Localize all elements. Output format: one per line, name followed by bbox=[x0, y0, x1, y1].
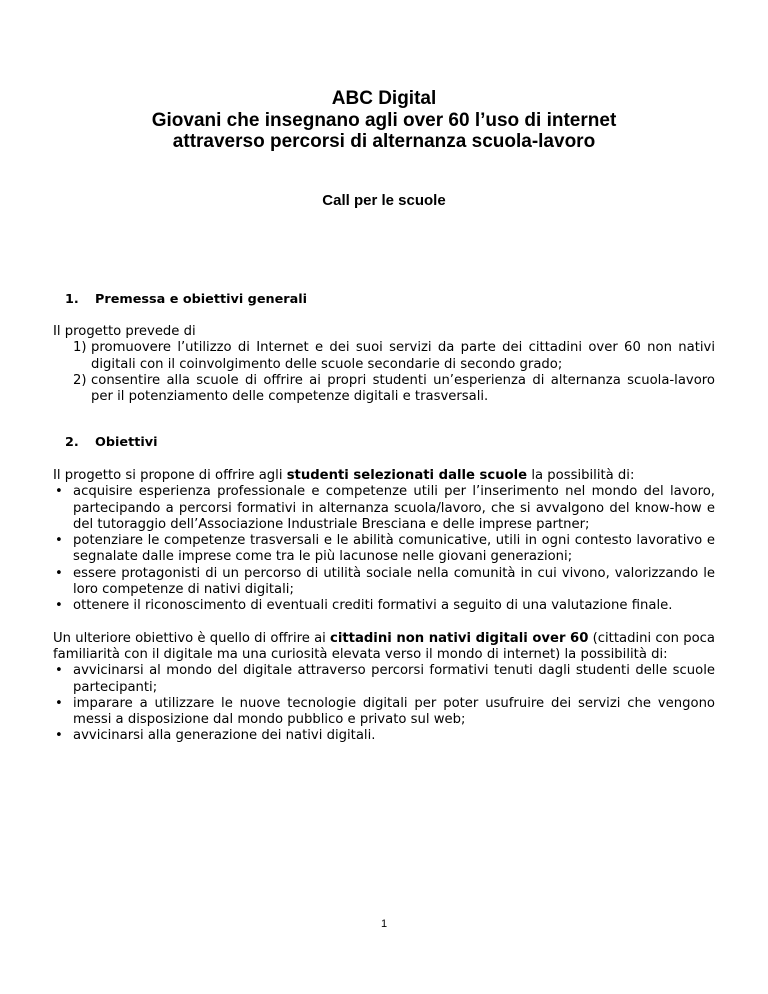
bullet-icon: • bbox=[55, 565, 63, 581]
bullet-text: acquisire esperienza professionale e competenze utili per l’inserimento nel mondo del lavoro, partecipando a percorsi formativi in alternanza scuola/lavoro, che si avvalgono del know-how e del tutoraggio dell’Associazione Industriale Bresciana e delle imprese partner; bbox=[73, 484, 715, 532]
section-2-content bbox=[53, 468, 715, 745]
document-title bbox=[0, 88, 768, 153]
bullet-icon: • bbox=[55, 728, 63, 744]
page-number: 1 bbox=[380, 918, 388, 930]
bullet-text: imparare a utilizzare le nuove tecnologie digitali per poter usufruire dei servizi che vengono messi a disposizione dal mondo pubblico e privato sul web; bbox=[73, 695, 715, 728]
section-2-bullets-2 bbox=[53, 663, 715, 744]
section-1-heading bbox=[53, 292, 307, 308]
bullet-item bbox=[53, 728, 715, 744]
paragraph-text: Un ulteriore obiettivo è quello di offrire ai bbox=[53, 630, 331, 646]
intro-text: Il progetto si propone di offrire agli bbox=[53, 468, 287, 483]
bullet-item bbox=[53, 598, 715, 614]
list-item bbox=[53, 373, 715, 406]
section-1-title: Premessa e obiettivi generali bbox=[95, 292, 308, 307]
bullet-icon: • bbox=[55, 695, 63, 711]
section-1-intro: Il progetto prevede di bbox=[53, 324, 196, 339]
bullet-item bbox=[53, 663, 715, 696]
title-line-2: Giovani che insegnano agli over 60 l’uso di internet bbox=[151, 109, 617, 131]
bullet-icon: • bbox=[55, 598, 63, 614]
intro-emphasis: studenti selezionati dalle scuole bbox=[286, 468, 528, 483]
bullet-text: avvicinarsi alla generazione dei nativi digitali. bbox=[73, 728, 376, 744]
bullet-item bbox=[53, 566, 715, 599]
section-2-paragraph-2 bbox=[53, 631, 715, 664]
intro-text-end: la possibilità di: bbox=[527, 468, 635, 483]
bullet-item bbox=[53, 533, 715, 566]
section-1-list bbox=[53, 340, 715, 405]
title-line-3: attraverso percorsi di alternanza scuola-lavoro bbox=[172, 131, 596, 152]
bullet-text: avvicinarsi al mondo del digitale attraverso percorsi formativi tenuti dagli studenti delle scuole partecipanti; bbox=[73, 663, 715, 695]
list-item-text: consentire alla scuole di offrire ai propri studenti un’esperienza di alternanza scuola-lavoro per il potenziamento delle competenze digitali e trasversali. bbox=[91, 372, 715, 405]
paragraph-emphasis: cittadini non nativi digitali over 60 bbox=[330, 630, 589, 646]
list-item bbox=[53, 340, 715, 373]
section-2-bullets bbox=[53, 484, 715, 614]
bullet-item bbox=[53, 484, 715, 533]
bullet-text: essere protagonisti di un percorso di utilità sociale nella comunità in cui vivono, valorizzando le loro competenze di nativi digitali; bbox=[73, 565, 715, 598]
section-1-content bbox=[53, 324, 715, 405]
title-line-1: ABC Digital bbox=[331, 88, 437, 109]
list-item-number: 2) bbox=[73, 372, 87, 388]
bullet-icon: • bbox=[55, 663, 63, 679]
section-2-number: 2. bbox=[65, 435, 79, 450]
bullet-text: ottenere il riconoscimento di eventuali crediti formativi a seguito di una valutazione finale. bbox=[73, 598, 673, 614]
section-2-title: Obiettivi bbox=[95, 435, 158, 450]
section-2-intro bbox=[53, 468, 715, 484]
bullet-text: potenziare le competenze trasversali e le abilità comunicative, utili in ogni contesto lavorativo e segnalate dalle imprese come tra le più lacunose nelle giovani generazioni; bbox=[73, 533, 715, 565]
bullet-icon: • bbox=[55, 533, 63, 549]
list-item-number: 1) bbox=[73, 340, 87, 356]
paragraph-text-end: (cittadini con poca familiarità con il digitale ma una curiosità elevata verso il mondo di internet) la possibilità di: bbox=[53, 630, 715, 662]
list-item-text: promuovere l’utilizzo di Internet e dei suoi servizi da parte dei cittadini over 60 non nativi digitali con il coinvolgimento delle scuole secondarie di secondo grado; bbox=[91, 340, 715, 372]
section-2-heading bbox=[53, 435, 157, 451]
bullet-item bbox=[53, 696, 715, 729]
bullet-icon: • bbox=[55, 484, 63, 500]
section-1-number: 1. bbox=[65, 292, 79, 307]
document-subtitle: Call per le scuole bbox=[322, 192, 446, 209]
